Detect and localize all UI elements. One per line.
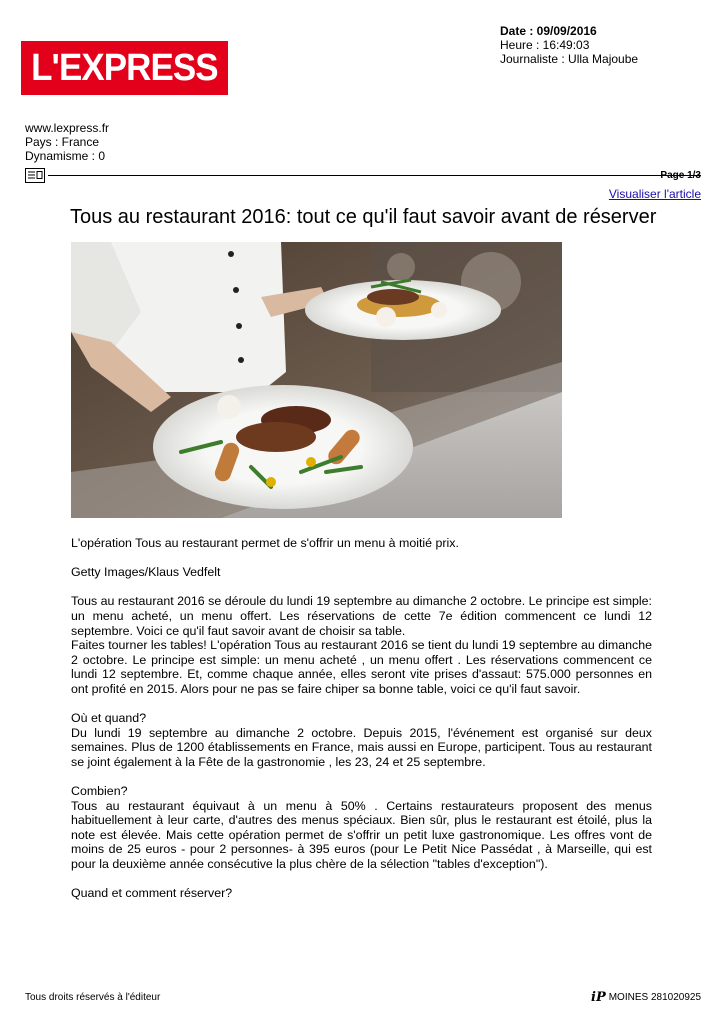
paragraph-how-much: Tous au restaurant équivaut à un menu à 50% . Certains restaurateurs proposent des menus habituellement à leur carte, d'autres des menus spéciaux. Bien sûr, plus le restaurant est étoilé, plus la note est élevée. Mais cette opération permet de s'offrir un petit luxe gastronomique. Les offres vont de moins de 25 euros - pour 2 personnes- à 395 euros (pour Le Petit Nice Passédat , à Marseille, qui est pour la deuxième année consécutive la plus chère de la sélection "tables d'exception"). bbox=[71, 798, 652, 872]
time-label: Heure : 16:49:03 bbox=[500, 38, 590, 52]
document-icon bbox=[25, 168, 45, 183]
article-metadata bbox=[500, 24, 638, 66]
rights-notice: Tous droits réservés à l'éditeur bbox=[25, 992, 161, 1003]
ip-mark: iP bbox=[591, 990, 606, 1005]
view-article-link[interactable]: Visualiser l'article bbox=[608, 187, 701, 201]
heading-when-how-book: Quand et comment réserver? bbox=[71, 886, 233, 901]
header-divider bbox=[48, 175, 701, 176]
photo-caption: L'opération Tous au restaurant permet de s'offrir un menu à moitié prix. bbox=[71, 536, 459, 550]
paragraph-where-when: Du lundi 19 septembre au dimanche 2 octobre. Depuis 2015, l'événement est organisé sur deux semaines. Plus de 1200 établissements en France, mais aussi en Europe, participent. Tous au restaurant se joint également à la Fête de la gastronomie , les 23, 24 et 25 septembre. bbox=[71, 725, 652, 769]
page-number: Page 1/3 bbox=[660, 170, 701, 181]
paragraph-intro: Tous au restaurant 2016 se déroule du lundi 19 septembre au dimanche 2 octobre. Le principe est simple: un menu acheté, un menu offert. Les réservations de cette 7e édition commencent ce lundi 12 septembre. Voici ce qu'il faut savoir avant de choisir sa table. bbox=[71, 594, 652, 638]
paragraph-tables: Faites tourner les tables! L'opération Tous au restaurant 2016 se tient du lundi 19 septembre au dimanche 2 octobre. Le principe est simple: un menu acheté , un menu offert . Les réservations commencent ce lundi 12 septembre. Et, comme chaque année, elles seront vite prises d'assaut: 575.000 personnes en ont profité en 2015. Alors pour ne pas se faire chiper sa bonne table, voici ce qu'il faut savoir. bbox=[71, 638, 652, 696]
heading-where-when: Où et quand? bbox=[71, 711, 147, 726]
waiter-serving-plates-image bbox=[71, 242, 562, 518]
photo-credit: Getty Images/Klaus Vedfelt bbox=[71, 565, 221, 580]
heading-how-much: Combien? bbox=[71, 784, 128, 799]
dynamism-label: Dynamisme : 0 bbox=[25, 149, 106, 163]
article-title: Tous au restaurant 2016: tout ce qu'il faut savoir avant de réserver bbox=[70, 206, 657, 228]
article-photo bbox=[71, 242, 562, 518]
site-label: www.lexpress.fr bbox=[25, 121, 110, 135]
country-label: Pays : France bbox=[25, 135, 100, 149]
article-body bbox=[71, 536, 652, 901]
journalist-label: Journaliste : Ulla Majoube bbox=[500, 52, 639, 66]
footer-code bbox=[591, 990, 701, 1005]
date-label: Date : 09/09/2016 bbox=[500, 24, 597, 38]
source-metadata bbox=[25, 121, 109, 163]
document-code: MOINES 281020925 bbox=[608, 992, 701, 1003]
lexpress-logo: L'EXPRESS bbox=[21, 41, 228, 95]
